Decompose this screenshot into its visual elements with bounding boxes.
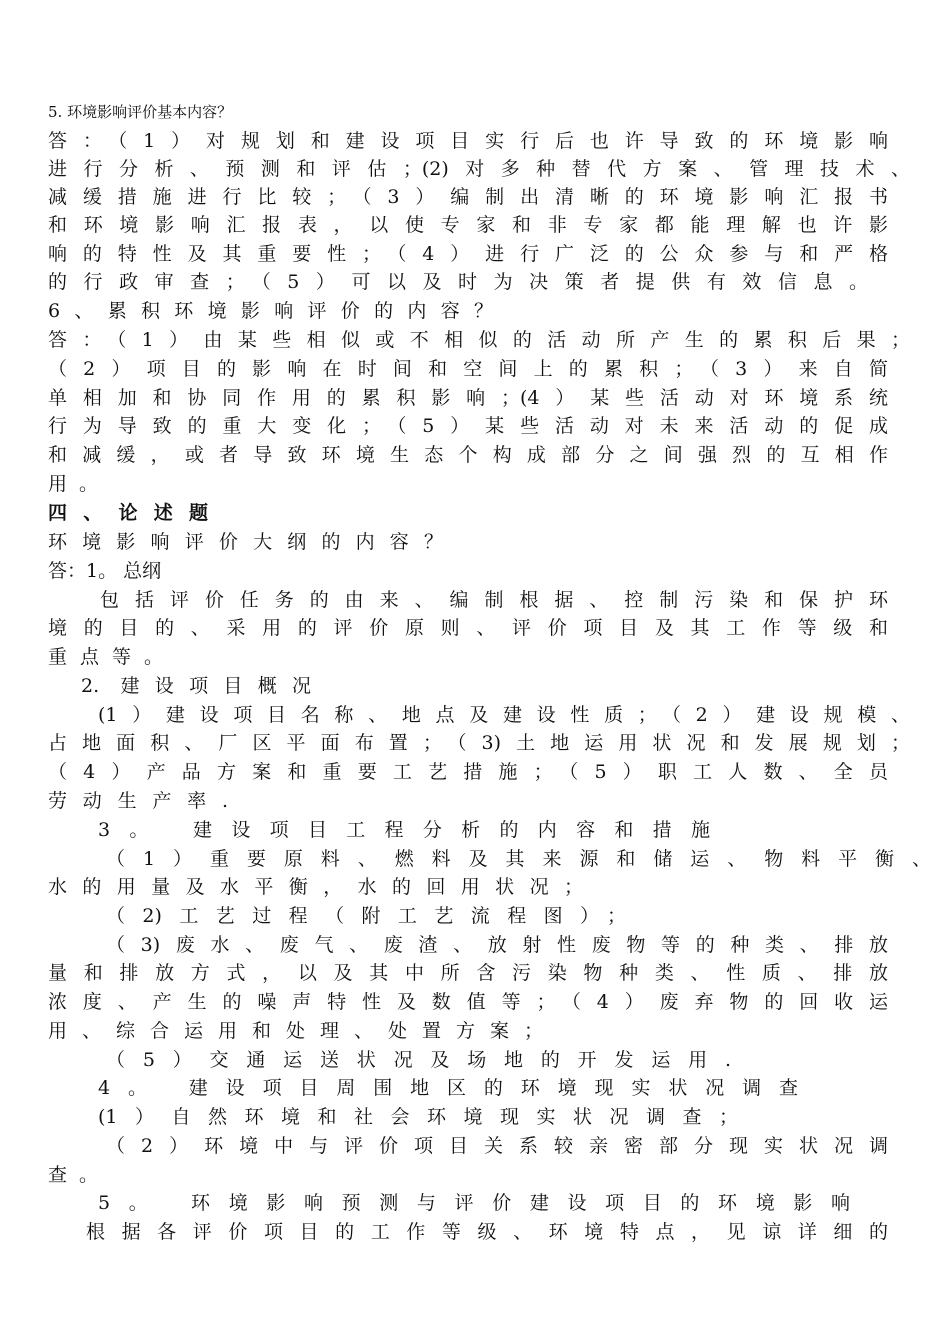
- text-line: 占地面积、厂区平面布置；（3)土地运用状况和发展规划；: [48, 732, 910, 754]
- text-line: 响的特性及其重要性；（4）进行广泛的公众参与和严格: [48, 243, 888, 265]
- text-line: 进行分析、预测和评估；(2)对多种替代方案、管理技术、: [48, 158, 910, 180]
- text-line: 水的用量及水平衡，水的回用状况；: [48, 876, 583, 898]
- text-line: 和减缓，或者导致环境生态个构成部分之间强烈的互相作: [48, 444, 888, 466]
- text-line: 5. 环境影响评价基本内容？: [48, 103, 233, 121]
- text-line: （2)工艺过程（附工艺流程图）；: [106, 905, 626, 927]
- text-line: 答：（1）由某些相似或不相似的活动所产生的累积后果；: [48, 329, 910, 351]
- text-line: 根据各评价项目的工作等级、环境特点，见谅详细的: [86, 1221, 888, 1243]
- text-line: （1）重要原料、燃料及其来源和储运、物料平衡、: [106, 848, 931, 870]
- text-line: 境的目的、采用的评价原则、评价项目及其工作等级和: [48, 617, 888, 639]
- text-line: 量和排放方式，以及其中所含污染物种类、性质、排放: [48, 962, 888, 984]
- text-line: 5。 环境影响预测与评价建设项目的环境影响: [98, 1192, 850, 1214]
- text-line: （2）环境中与评价项目关系较亲密部分现实状况调: [106, 1135, 888, 1157]
- text-line: 4。 建设项目周围地区的环境现实状况调查: [98, 1077, 798, 1099]
- text-line: 和环境影响汇报表，以使专家和非专家都能理解也许影: [48, 214, 888, 236]
- text-line: （2）项目的影响在时间和空间上的累积；（3）来自简: [48, 358, 888, 380]
- text-line: 用、综合运用和处理、处置方案；: [48, 1020, 543, 1042]
- text-line: 的行政审查；（5）可以及时为决策者提供有效信息。: [48, 271, 868, 293]
- text-line: 答：（1）对规划和建设项目实行后也许导致的环境影响: [48, 130, 888, 152]
- text-line: 用。: [48, 473, 98, 495]
- text-line: （5）交通运送状况及场地的开发运用.: [106, 1049, 731, 1071]
- text-line: 浓度、产生的噪声特性及数值等；（4）废弃物的回收运: [48, 991, 888, 1013]
- text-line: (1）建设项目名称、地点及建设性质；（2）建设规模、: [98, 704, 910, 726]
- text-line: 劳动生产率.: [48, 790, 228, 812]
- text-line: (1）自然环境和社会环境现实状况调查；: [98, 1106, 738, 1128]
- text-line: 包括评价任务的由来、编制根据、控制污染和保护环: [100, 589, 888, 611]
- section-heading: 四、论述题: [48, 502, 208, 524]
- text-line: 行为导致的重大变化；（5）某些活动对未来活动的促成: [48, 415, 888, 437]
- text-line: （4）产品方案和重要工艺措施；（5）职工人数、全员: [48, 761, 888, 783]
- text-line: 答：1。 总纲: [48, 560, 162, 582]
- text-line: 环境影响评价大纲的内容？: [48, 531, 443, 553]
- text-line: 单相加和协同作用的累积影响；(4）某些活动对环境系统: [48, 387, 888, 409]
- text-line: 2. 建设项目概况: [81, 675, 311, 697]
- text-line: 6、累积环境影响评价的内容？: [48, 300, 493, 322]
- text-line: 重点等。: [48, 646, 163, 668]
- text-line: （3)废水、废气、废渣、放射性废物等的种类、排放: [106, 934, 888, 956]
- text-line: 减缓措施进行比较；（3）编制出清晰的环境影响汇报书: [48, 186, 888, 208]
- text-line: 查。: [48, 1164, 98, 1186]
- text-line: 3。 建设项目工程分析的内容和措施: [98, 819, 710, 841]
